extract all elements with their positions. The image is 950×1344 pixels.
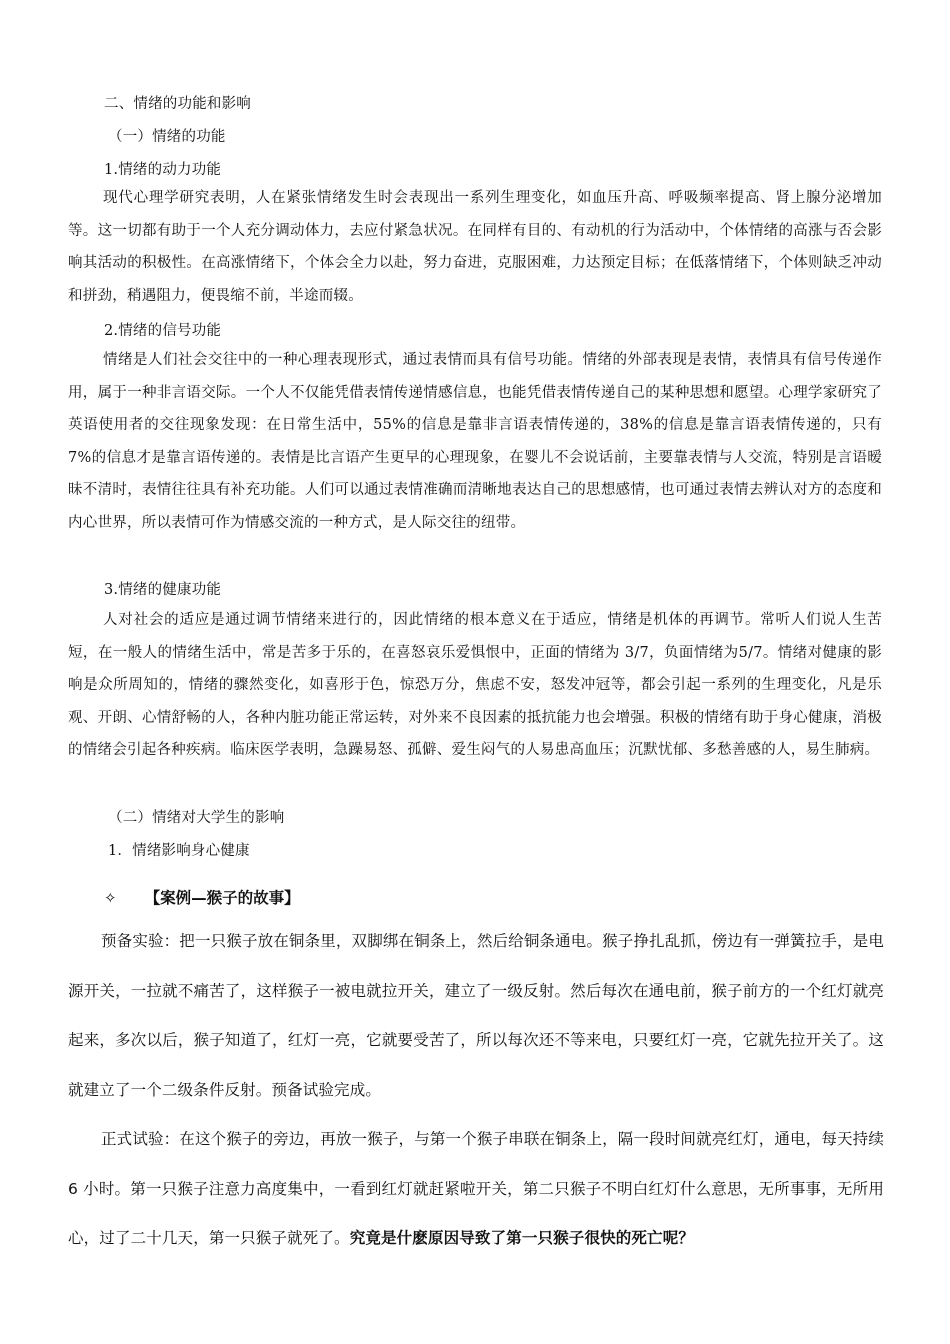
- case-title: [104, 886, 300, 908]
- item-heading-signal: 2.情绪的信号功能: [104, 323, 222, 339]
- case-preliminary-experiment: 预备实验：把一只猴子放在铜条里，双脚绑在铜条上，然后给铜条通电。猴子挣扎乱抓，傍边有一弹簧拉手，是电源开关，一拉就不痛苦了，这样猴子一被电就拉开关，建立了一级反射。然后每次在通电前，猴子前方的一个红灯就亮起来，多次以后，猴子知道了，红灯一亮，它就要受苦了，所以每次还不等来电，只要红灯一亮，它就先拉开关了。这就建立了一个二级条件反射。预备试验完成。: [68, 932, 884, 1099]
- subheading-influence: （二）情绪对大学生的影响: [108, 810, 285, 826]
- case-formal-text: 正式试验：在这个猴子的旁边，再放一猴子，与第一个猴子串联在铜条上，隔一段时间就亮红灯，通电，每天持续 6 小时。第一只猴子注意力高度集中，一看到红灯就赶紧啦开关，第二只猴子不明白红灯什么意思，无所事事，无所用心，过了二十几天，第一只猴子就死了。: [68, 1130, 884, 1247]
- case-question: 究竟是什麽原因导致了第一只猴子很快的死亡呢？: [349, 1229, 695, 1247]
- item-heading-health: 3.情绪的健康功能: [104, 582, 222, 598]
- item-heading-dynamic: 1.情绪的动力功能: [104, 162, 222, 178]
- item-heading-physical-mental-health: 1．情绪影响身心健康: [108, 843, 250, 859]
- case-formal-experiment: [68, 1115, 884, 1264]
- subheading-functions: （一）情绪的功能: [108, 129, 226, 145]
- case-title-text: 【案例—猴子的故事】: [144, 889, 300, 907]
- paragraph-signal-function: 情绪是人们社会交往中的一种心理表现形式，通过表情而具有信号功能。情绪的外部表现是表情，表情具有信号传递作用，属于一种非言语交际。一个人不仅能凭借表情传递情感信息，也能凭借表情传递自己的某种思想和愿望。心理学家研究了英语使用者的交往现象发现：在日常生活中，55%的信息是靠非言语表情传递的，38%的信息是靠言语表情传递的，只有 7%的信息才是靠言语传递的。表情是比言语产生更早的心理现象，在婴儿不会说话前，主要靠表情与人交流，特别是言语暧昧不清时，表情往往具有补充功能。人们可以通过表情准确而清晰地表达自己的思想感情，也可通过表情去辨认对方的态度和内心世界，所以表情可作为情感交流的一种方式，是人际交往的纽带。: [68, 352, 882, 531]
- section-heading-emotion-functions: 二、情绪的功能和影响: [104, 96, 251, 112]
- paragraph-dynamic-function: 现代心理学研究表明，人在紧张情绪发生时会表现出一系列生理变化，如血压升高、呼吸频率提高、肾上腺分泌增加等。这一切都有助于一个人充分调动体力，去应付紧急状况。在同样有目的、有动机的行为活动中，个体情绪的高涨与否会影响其活动的积极性。在高涨情绪下，个体会全力以赴，努力奋进，克服困难，力达预定目标；在低落情绪下，个体则缺乏冲动和拼劲，稍遇阻力，便畏缩不前，半途而辍。: [68, 190, 882, 304]
- paragraph-health-function: 人对社会的适应是通过调节情绪来进行的，因此情绪的根本意义在于适应，情绪是机体的再调节。常听人们说人生苦短，在一般人的情绪生活中，常是苦多于乐的，在喜怒哀乐爱惧恨中，正面的情绪为 3/7，负面情绪为5/7。情绪对健康的影响是众所周知的，情绪的骤然变化，如喜形于色，惊恐万分，焦虑不安，怒发冲冠等，都会引起一系列的生理变化，凡是乐观、开朗、心情舒畅的人，各种内脏功能正常运转，对外来不良因素的抵抗能力也会增强。积极的情绪有助于身心健康，消极的情绪会引起各种疾病。临床医学表明，急躁易怒、孤僻、爱生闷气的人易患高血压；沉默忧郁、多愁善感的人，易生肺病。: [68, 612, 882, 759]
- diamond-bullet-icon: ✧: [104, 889, 117, 907]
